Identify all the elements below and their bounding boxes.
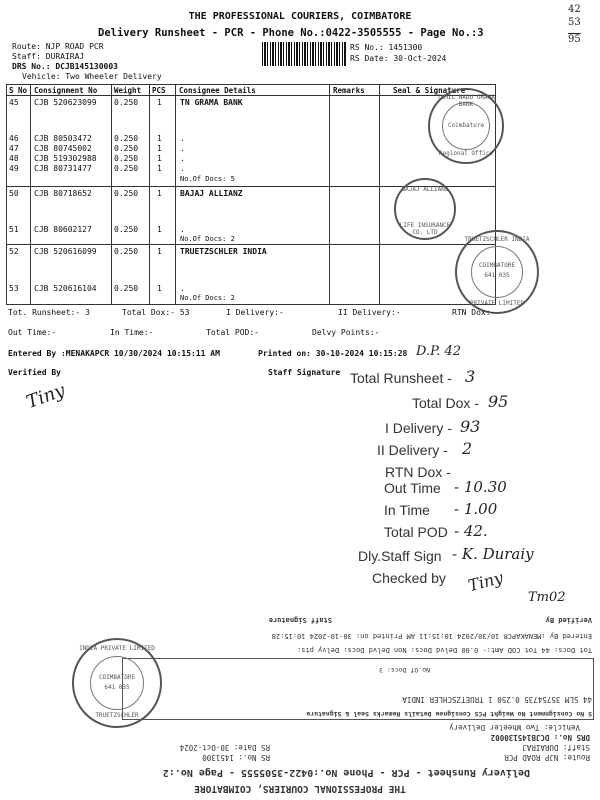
grama-bank-stamp: TAMIL NADU GRAMA BANK Coimbatore Regional Office [428,88,504,164]
docs-count: No.Of Docs: 5 [180,175,235,183]
hw-out-time-label: Out Time [384,480,441,496]
hw-in-time-value: - 1.00 [454,500,498,518]
handwritten-dp-note: D.P. 42 [416,344,462,359]
entered-by: Entered By :MENAKAPCR 10/30/2024 10:15:11 AM [8,349,220,358]
out-time: Out Time:- [8,328,57,337]
table-row: 48 CJB 519302988 0.250 1 . [9,154,185,163]
col-sno: S No [9,86,28,95]
barcode [262,42,347,66]
hw-dly-staff-label: Dly.Staff Sign [358,548,442,564]
col-pcs: PCS [152,86,166,95]
hw-out-time-value: - 10.30 [454,478,507,496]
docs-count: No.Of Docs: 2 [180,294,235,302]
table-row: 51 CJB 80602127 0.250 1 . [9,225,185,234]
runsheet-subtitle: Delivery Runsheet - PCR - Phone No.:0422-3505555 - Page No.:3 [98,27,484,39]
col-remarks: Remarks [333,86,365,95]
company-title: THE PROFESSIONAL COURIERS, COIMBATORE [188,11,412,22]
delvy-points: Delvy Points:- [312,328,380,337]
col-weight: Weight [114,86,142,95]
corner-note-95: 95 [568,34,581,45]
hw-rtn-dox-label: RTN Dox - [385,464,451,480]
rs-date: RS Date: 30-Oct-2024 [350,54,447,63]
hw-ii-delivery-value: 2 [462,439,473,458]
vehicle: Vehicle: Two Wheeler Delivery [22,72,162,81]
table-row: 50 CJB 80718652 0.250 1 [9,189,162,198]
table-row: 46 CJB 80503472 0.250 1 . [9,134,185,143]
consignee-name: TRUETZSCHLER INDIA [180,247,267,256]
hw-total-dox-value: 95 [488,392,509,411]
total-dox: Total Dox:- 53 [122,308,190,317]
ii-delivery: II Delivery:- [338,308,401,317]
printed-on: Printed on: 30-10-2024 10:15:28 [258,349,408,358]
col-consignment: Consignment No [34,86,98,95]
consignee-name: TN GRAMA BANK [180,98,243,107]
tot-runsheet: Tot. Runsheet:- 3 [8,308,90,317]
hw-total-runsheet-value: 3 [465,367,476,386]
corner-note-53: 53 [568,17,581,28]
drs-number: DRS No.: DCJB145130003 [12,62,118,71]
hw-checked-by-label: Checked by [372,570,446,586]
verified-by: Verified By [8,368,61,377]
mirrored-previous-page: THE PROFESSIONAL COURIERS, COIMBATORE Delivery Runsheet - PCR - Phone No.:0422-3505555 - Page No.:2 Route: NJP ROAD PCR Staff: DURAIRAJ DRS No.: DCJB145130002 Vehicle: Two Wheeler Delivery RS No.: 1451300 RS Date: 30-Oct-2024 S No Consignment No Weight PCS Consignee Details Remarks Seal & Signature 44 SLM 35754735 0.250 1 TRUETZSCHLER INDIA No.Of Docs: 3 Tot Docs: 44 Tot COD Amt:- 0.00 Delvd Docs: Non Delvd Docs: Delvy pts: Entered By :MENAKAPCR 10/30/2024 10:15:11 AM Printed on: 30-10-2024 10:15:28 Verified By Staff Signature [0,590,600,800]
hw-total-pod-value: - 42. [454,522,488,540]
hw-i-delivery-label: I Delivery - [385,420,452,436]
staff-signature: Staff Signature [268,368,341,377]
hw-i-delivery-value: 93 [460,417,481,436]
hw-checked-by-value: Tiny [466,567,506,596]
staff: Staff: DURAIRAJ [12,52,85,61]
table-row: 47 CJB 80745002 0.250 1 . [9,144,185,153]
hw-ii-delivery-label: II Delivery - [377,442,448,458]
hw-in-time-label: In Time [384,502,430,518]
hw-total-dox-label: Total Dox - [412,395,479,411]
corner-note-42: 42 [568,4,581,15]
docs-count: No.Of Docs: 2 [180,235,235,243]
verified-signature: Tiny [23,379,68,414]
hw-total-pod-label: Total POD [384,524,448,540]
hw-dly-staff-value: - K. Duraiy [452,545,534,563]
consignee-name: BAJAJ ALLIANZ [180,189,243,198]
table-row: 45 CJB 520623099 0.250 1 [9,98,162,107]
col-seal: Seal & Signature [393,86,466,95]
private-limited-stamp: INDIA PRIVATE LIMITED COIMBATORE 641 035 TRUETZSCHLER [72,638,162,728]
rs-number: RS No.: 1451300 [350,43,423,52]
hw-total-runsheet-label: Total Runsheet - [350,370,452,386]
table-row: 53 CJB 520616104 0.250 1 . [9,284,185,293]
bajaj-stamp: BAJAJ ALLIANZ LIFE INSURANCE CO. LTD [394,178,456,240]
rtn-dox: RTN Dox:- [452,308,496,317]
i-delivery: I Delivery:- [226,308,284,317]
hw-bottom-mark: Tm02 [528,590,566,605]
total-pod: Total POD:- [206,328,259,337]
in-time: In Time:- [110,328,154,337]
table-row: 52 CJB 520616099 0.250 1 [9,247,162,256]
truetzschler-stamp: TRUETZSCHLER INDIA COIMBATORE 641 035 PRIVATE LIMITED [455,230,539,314]
route: Route: NJP ROAD PCR [12,42,104,51]
col-consignee: Consignee Details [179,86,256,95]
table-row: 49 CJB 80731477 0.250 1 . [9,164,185,173]
